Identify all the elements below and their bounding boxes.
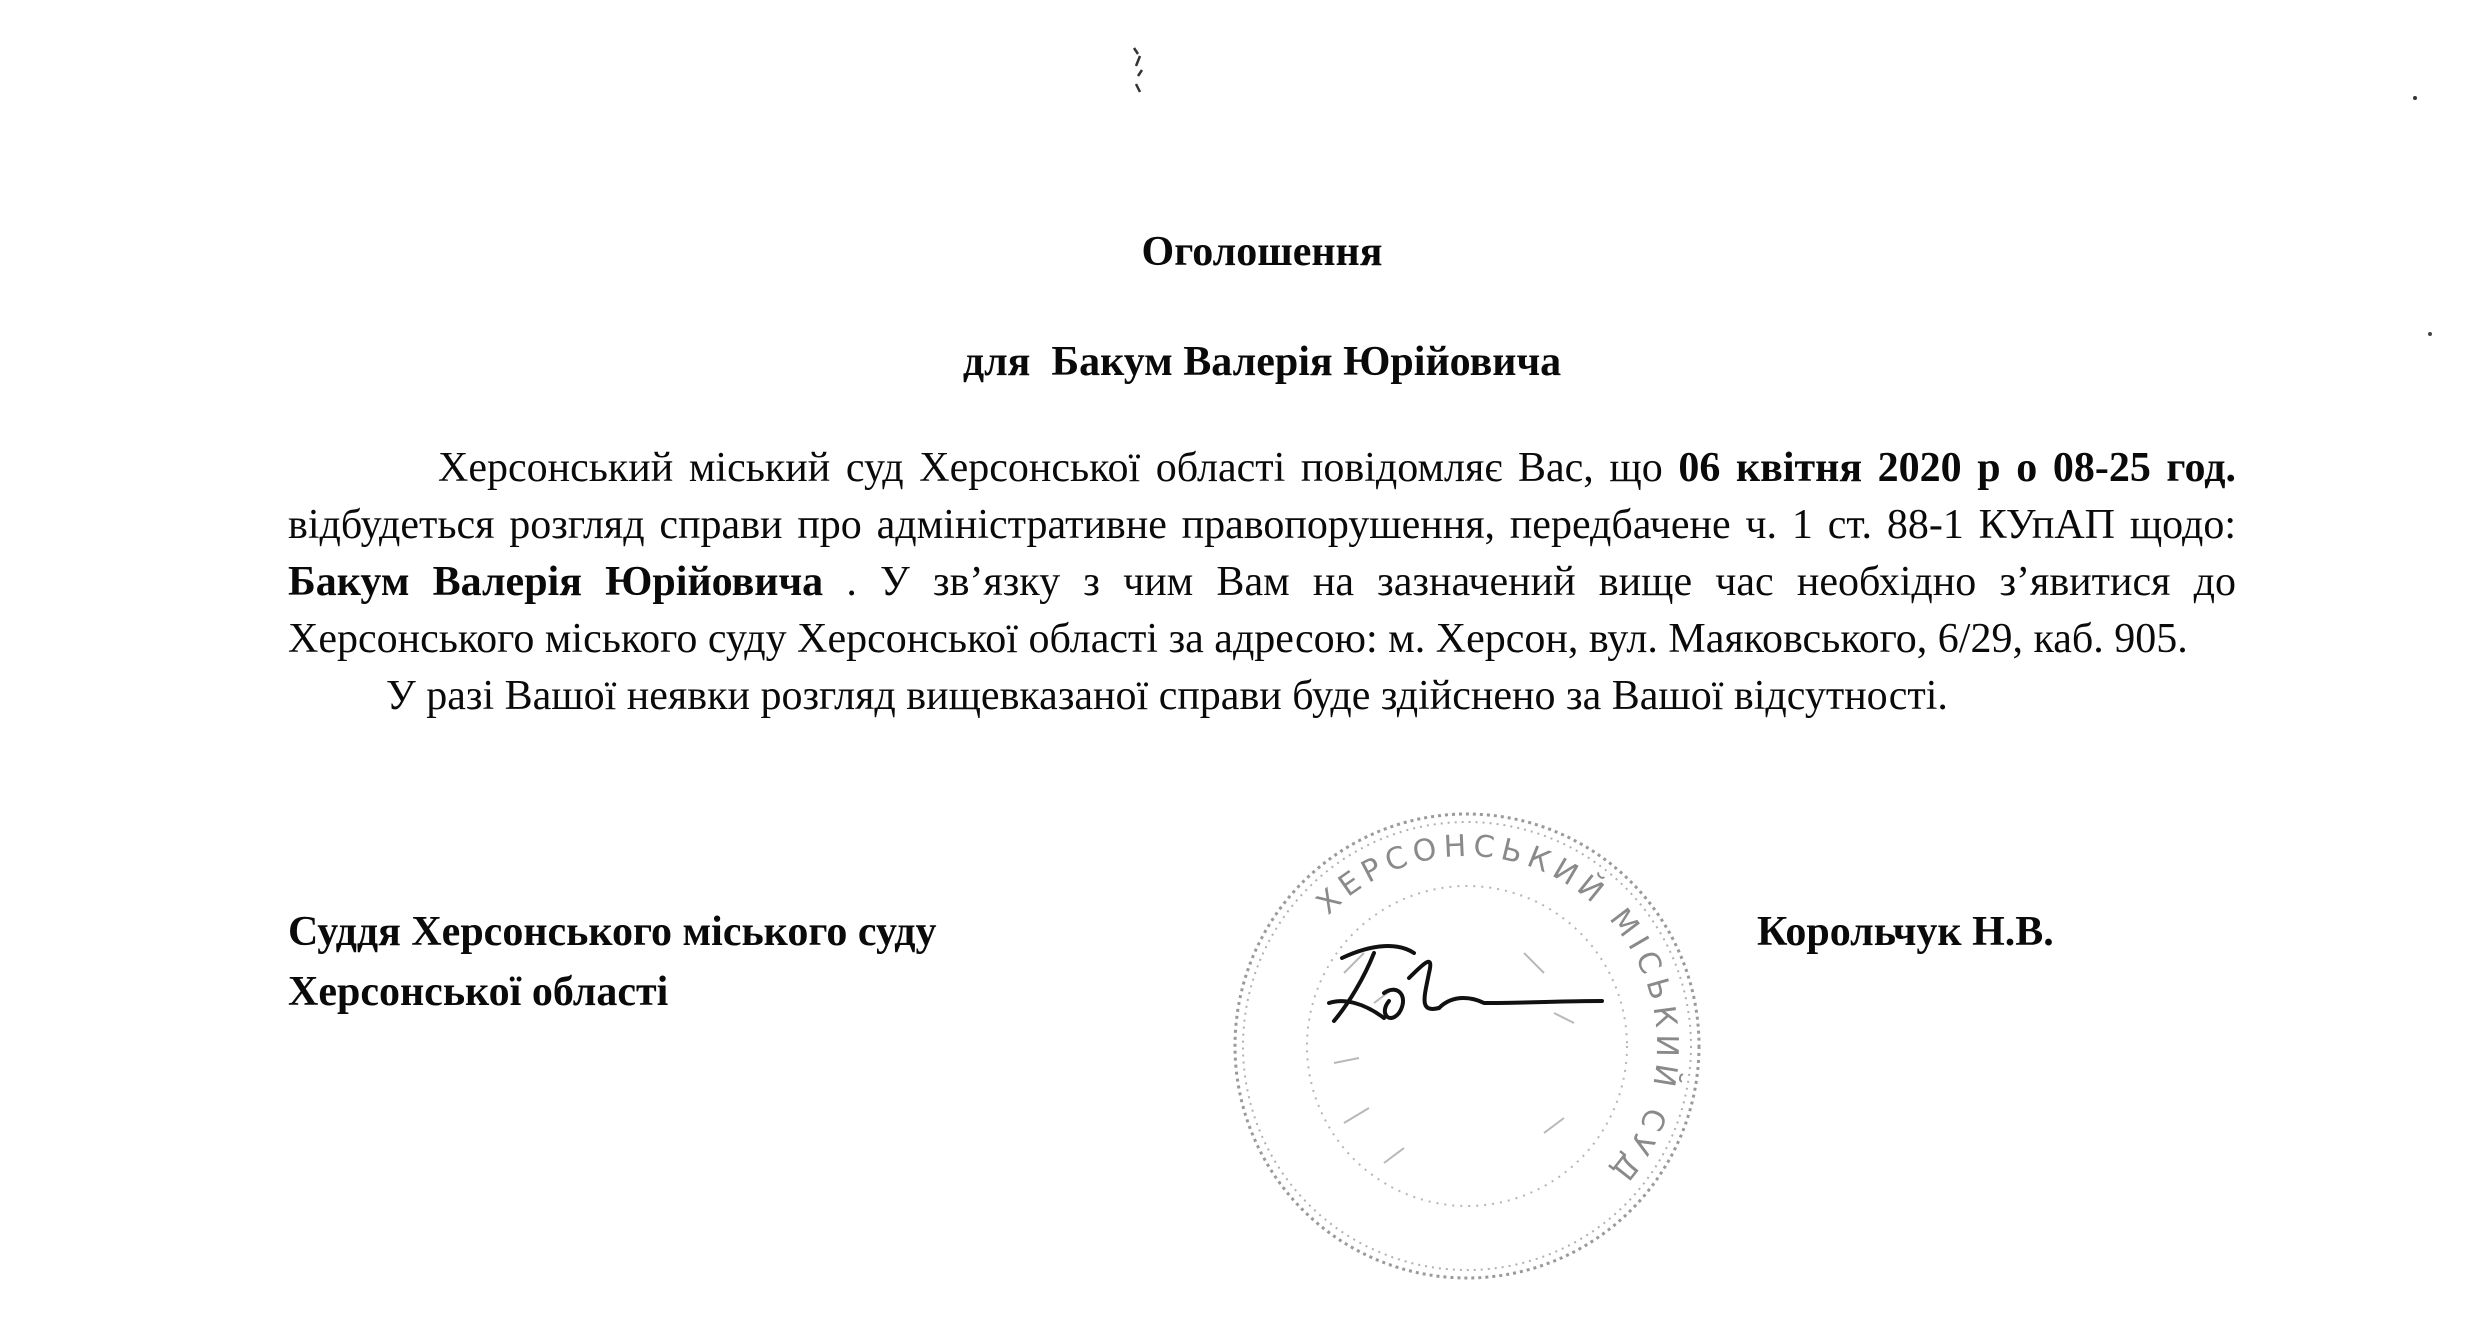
judge-position: [288, 902, 937, 1022]
defendant-name: Бакум Валерія Юрійовича: [288, 559, 824, 605]
court-stamp: [1224, 803, 1710, 1289]
judge-position-line2: Херсонської області: [288, 969, 669, 1015]
scan-speck-top: [1120, 40, 1160, 100]
hearing-date: 06 квітня 2020 р о 08-25 год.: [1678, 445, 2236, 491]
notice-paragraph-absence: У разі Вашої неявки розгляд вищевказаної справи буде здійснено за Вашої відсутності.: [386, 673, 1948, 719]
judge-position-line1: Суддя Херсонського міського суду: [288, 909, 937, 955]
scan-speck-right: [2405, 90, 2425, 150]
notice-body: [288, 440, 2236, 725]
paragraph-intro: Херсонський міський суд Херсонської області повідомляє Вас, що: [438, 445, 1679, 491]
paragraph-middle: відбудеться розгляд справи про адміністративне правопорушення, передбачене ч. 1 ст. 88-1 КУпАП щодо:: [288, 502, 2236, 548]
notice-paragraph-main: [288, 440, 2236, 668]
judge-signature: [1329, 946, 1602, 1021]
judge-name: Корольчук Н.В.: [1757, 909, 2054, 955]
notice-title: Оголошення: [1141, 229, 1383, 275]
paragraph-outro: . У зв’язку з чим Вам на зазначений вище час необхідно з’явитися до Херсонського міського суду Херсонської області за адресою: м. Херсон, вул. Маяковського, 6/29, каб. 905.: [288, 559, 2236, 662]
addressee-line: для Бакум Валерія Юрійовича: [962, 339, 1562, 385]
stamp-ring-text: ХЕРСОНСЬКИЙ МІСЬКИЙ СУД: [1309, 828, 1685, 1192]
svg-text:ХЕРСОНСЬКИЙ МІСЬКИЙ СУД: [1310, 829, 1685, 1192]
